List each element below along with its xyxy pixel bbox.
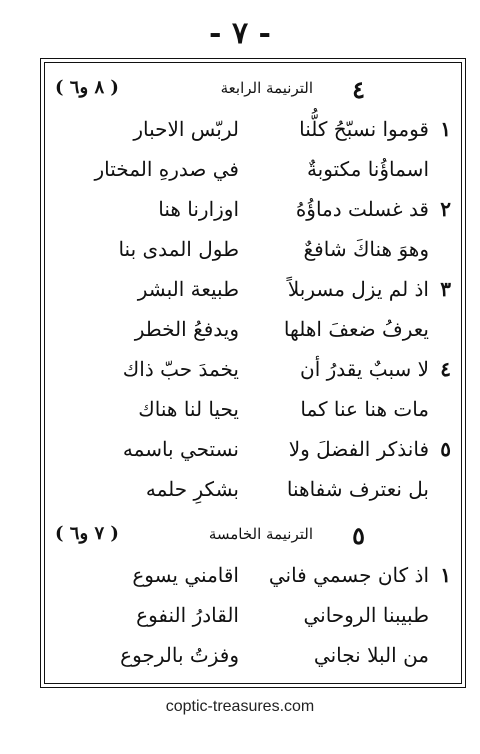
section-number: ٤ [352,75,365,104]
verse-line [45,469,461,509]
verse-line [45,389,461,429]
page-number: - ٧ - [209,16,271,51]
hemistich-second: يخمدَ حبّ ذاك [122,357,239,381]
hemistich-second: طبيعة البشر [137,277,239,301]
hemistich-second: يحيا لنا هناك [138,397,239,421]
section-title: الترنيمة الخامسة [208,525,313,543]
verse-number: ٢ [440,197,451,221]
hemistich-first: مات هنا عنا كما [300,397,429,421]
verse-number: ١ [440,563,451,587]
page-frame [44,62,462,684]
section-meter-ref: ( ٧ و٦ ) [55,523,119,544]
verse-line [45,429,461,469]
hemistich-first: اذ لم يزل مسربلاً [287,277,429,301]
hemistich-first: فانذكر الفضلَ ولا [288,437,429,461]
verse-line [45,309,461,349]
verse-line [45,109,461,149]
verse-number: ٤ [440,357,451,381]
hemistich-second: بشكرِ حلمه [145,477,239,501]
hemistich-second: طول المدى بنا [118,237,239,261]
hemistich-second: لربّس الاحبار [133,117,239,141]
verse-number: ١ [440,117,451,141]
hemistich-second: اوزارنا هنا [158,197,239,221]
footer-url: coptic-treasures.com [165,698,315,715]
verse-line [45,555,461,595]
verse-line [45,189,461,229]
verse-number: ٥ [440,437,451,461]
hemistich-first: من البلا نجاني [313,643,429,667]
section-header [45,69,461,109]
verse-number: ٣ [440,277,451,301]
section-title: الترنيمة الرابعة [220,79,313,97]
hemistich-first: لا سببٌ يقدرُ أن [300,357,429,381]
section-meter-ref: ( ٨ و٦ ) [55,77,119,98]
hemistich-second: القادرُ النفوع [136,603,239,627]
hemistich-second: في صدرهِ المختار [94,157,239,181]
hemistich-first: اسماؤُنا مكتوبةٌ [306,157,429,181]
hemistich-second: نستحي باسمه [122,437,239,461]
hemistich-first: قد غسلت دماؤُهُ [295,197,429,221]
section-number: ٥ [352,521,365,550]
hemistich-first: اذ كان جسمي فاني [268,563,429,587]
verse-line [45,595,461,635]
hemistich-first: يعرفُ ضعفَ اهلها [283,317,429,341]
hemistich-first: قوموا نسبّحُ كلُّنا [299,117,429,141]
section-header [45,515,461,555]
hemistich-second: وفزتُ بالرجوع [120,643,239,667]
hemistich-second: اقامني يسوع [132,563,239,587]
hemistich-first: بل نعترف شفاهنا [286,477,429,501]
verse-line [45,635,461,675]
hemistich-second: ويدفعُ الخطر [134,317,239,341]
verse-line [45,349,461,389]
verse-line [45,149,461,189]
hemistich-first: طبيبنا الروحاني [303,603,429,627]
hemistich-first: وهوَ هناكَ شافعٌ [303,237,429,261]
verse-line [45,229,461,269]
verse-line [45,269,461,309]
